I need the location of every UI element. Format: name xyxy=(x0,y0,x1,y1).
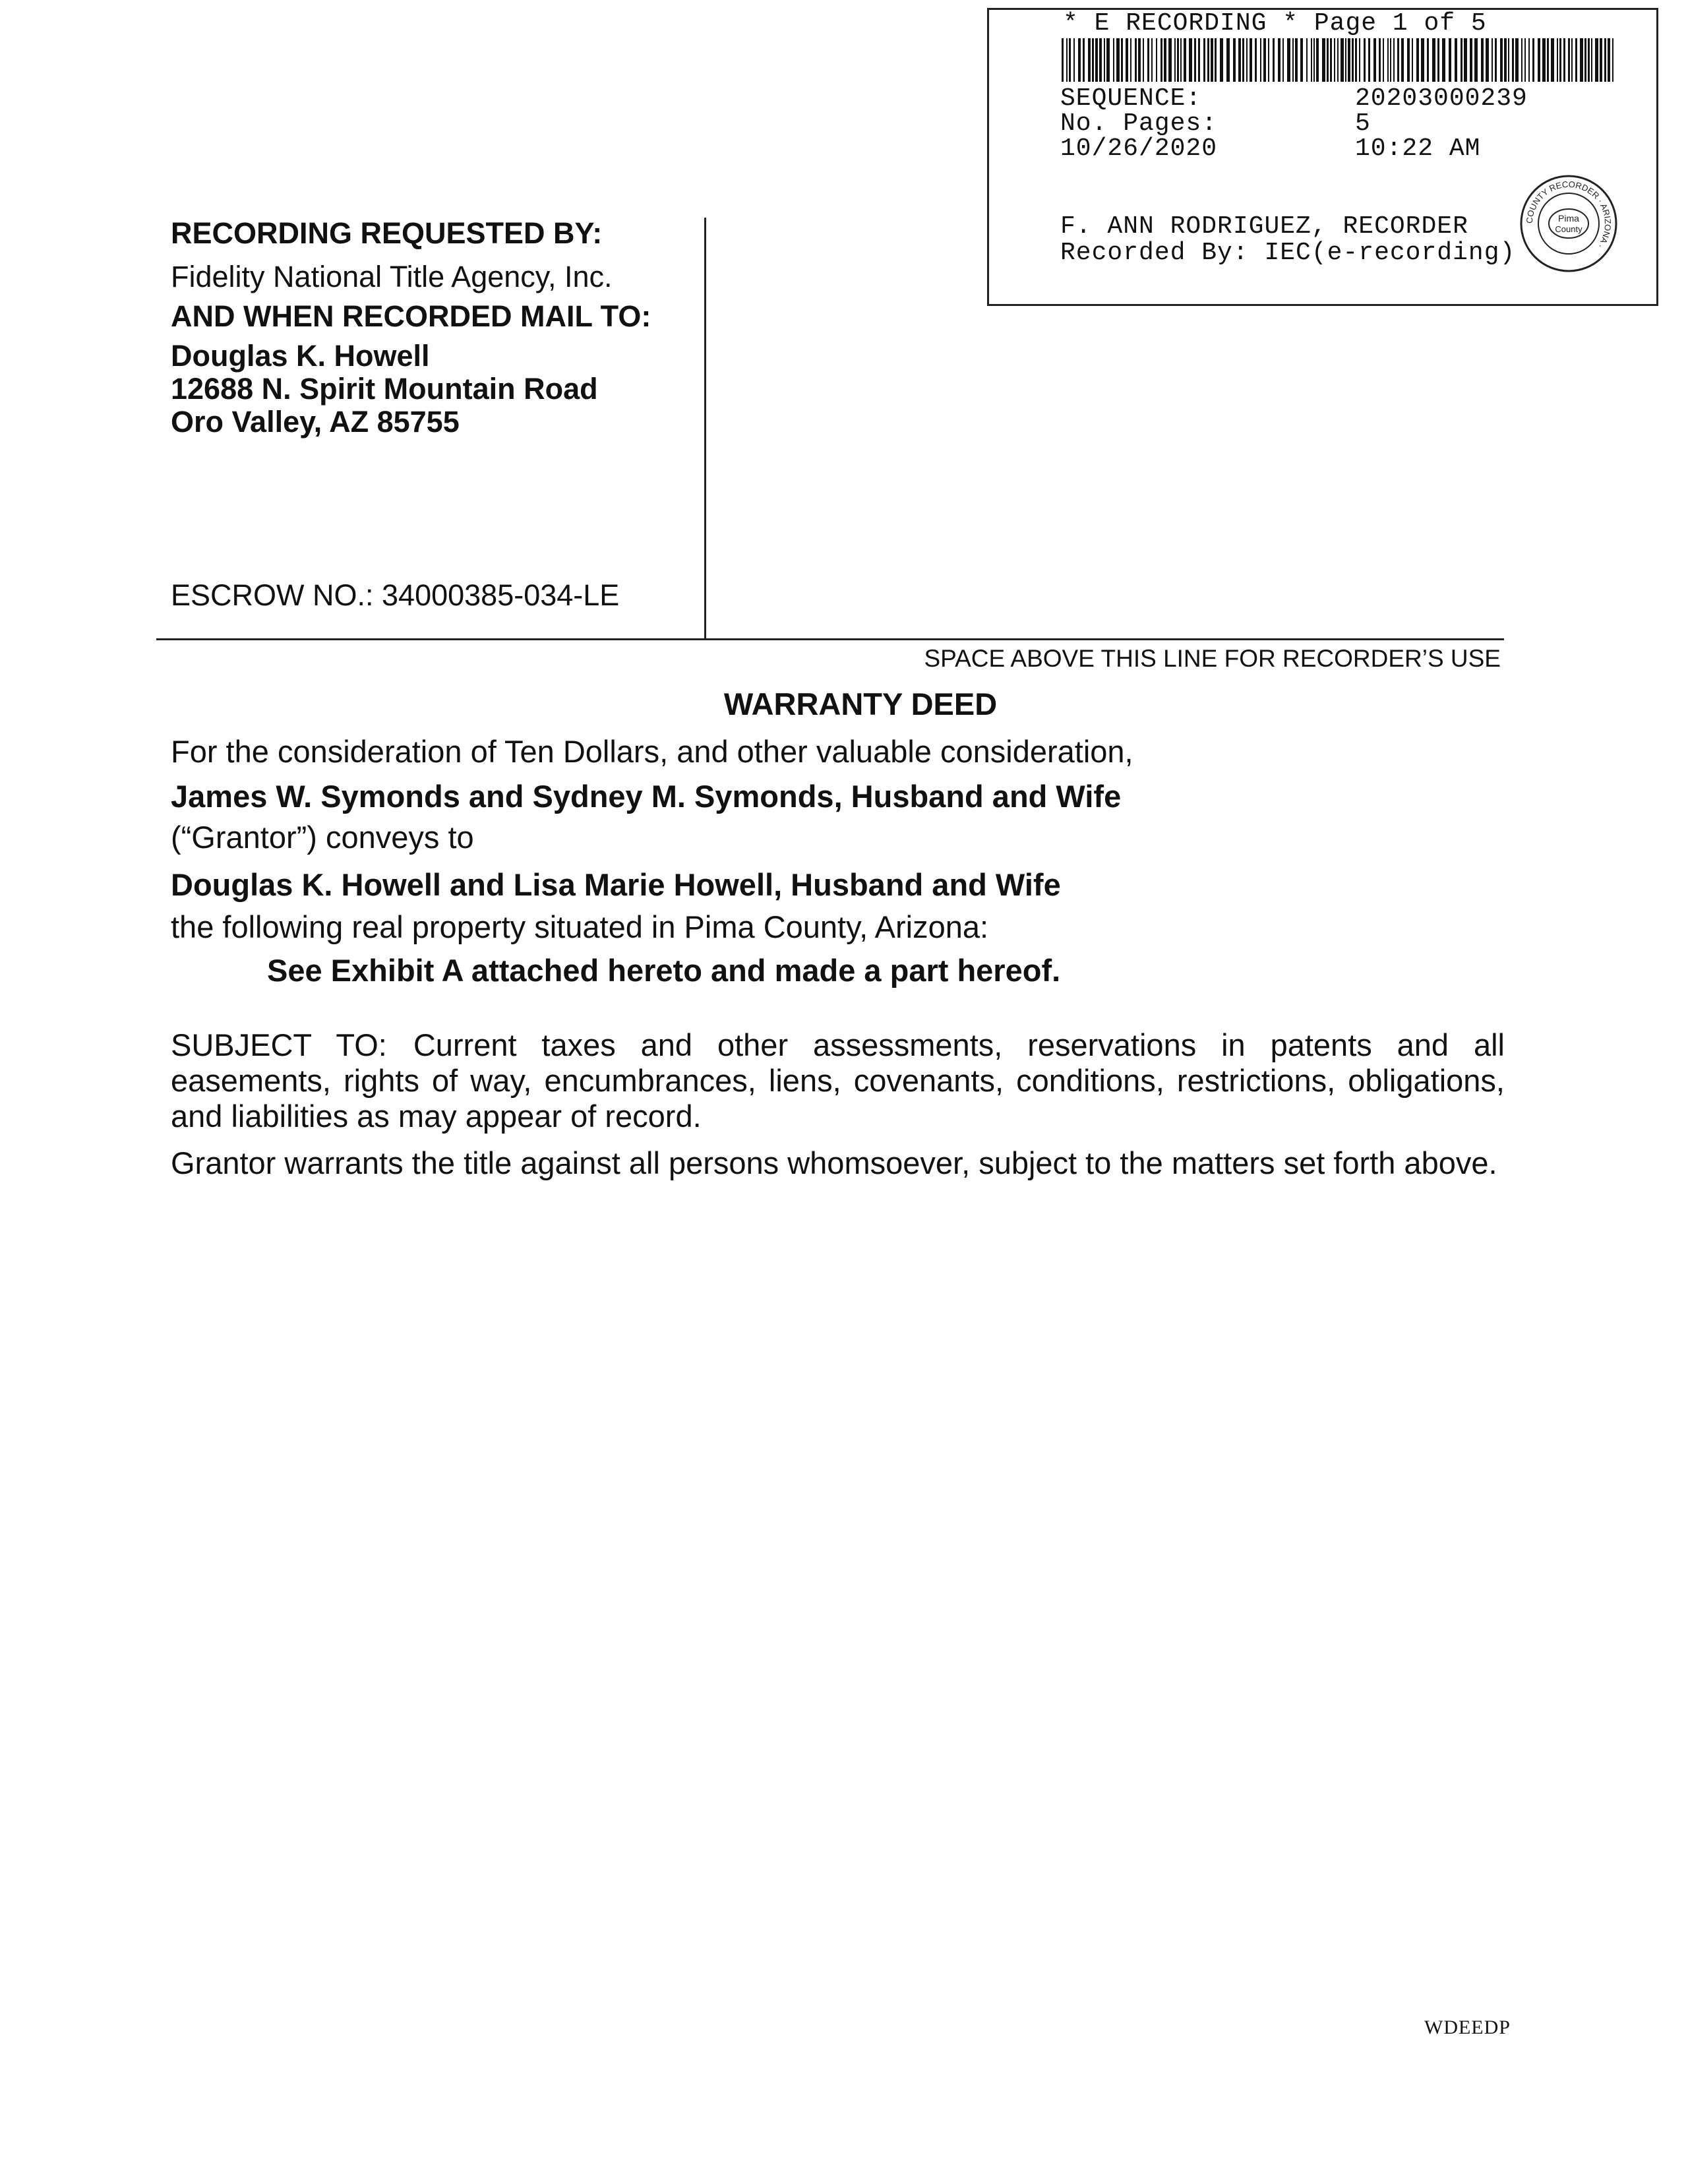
recorder-name: F. ANN RODRIGUEZ, RECORDER xyxy=(1060,212,1468,241)
svg-text:Pima: Pima xyxy=(1558,213,1579,224)
warranty-paragraph: Grantor warrants the title against all persons whomsoever, subject to the matters set forth above. xyxy=(171,1145,1497,1180)
barcode xyxy=(1062,38,1617,82)
escrow-number: ESCROW NO.: 34000385-034-LE xyxy=(171,578,620,612)
grantee-names: Douglas K. Howell and Lisa Marie Howell, Husband and Wife xyxy=(171,867,1061,902)
conveys-line: (“Grantor”) conveys to xyxy=(171,820,474,855)
subject-to-label: SUBJECT TO: xyxy=(171,1027,387,1062)
mail-to-street: 12688 N. Spirit Mountain Road xyxy=(171,372,598,406)
mail-to-name: Douglas K. Howell xyxy=(171,339,430,373)
requested-by-label: RECORDING REQUESTED BY: xyxy=(171,216,603,250)
form-code: WDEEDP xyxy=(1424,2017,1511,2038)
record-time: 10:22 AM xyxy=(1355,135,1481,163)
space-above-note: SPACE ABOVE THIS LINE FOR RECORDER’S USE xyxy=(924,645,1501,672)
recorder-use-line xyxy=(156,638,1504,640)
mail-to-label: AND WHEN RECORDED MAIL TO: xyxy=(171,299,651,333)
subject-to-text: Current taxes and other assessments, reservations in patents and all easements, rights of way, encumbrances, liens, covenants, conditions, restrictions, obligations, and liabilities as may appear of record. xyxy=(171,1027,1505,1134)
document-title: WARRANTY DEED xyxy=(723,686,998,721)
svg-text:County: County xyxy=(1555,224,1582,234)
subject-to-paragraph xyxy=(171,1027,1505,1134)
record-date: 10/26/2020 xyxy=(1060,135,1218,163)
recorded-by: Recorded By: IEC(e-recording) xyxy=(1060,239,1516,267)
svg-text:COUNTY RECORDER · ARIZONA ·: COUNTY RECORDER · ARIZONA · xyxy=(1524,179,1613,251)
exhibit-reference: See Exhibit A attached hereto and made a part hereof. xyxy=(267,953,1061,988)
vertical-divider xyxy=(704,218,706,640)
sequence-label: SEQUENCE: xyxy=(1060,84,1202,113)
property-line: the following real property situated in Pima County, Arizona: xyxy=(171,909,989,944)
consideration-line: For the consideration of Ten Dollars, and other valuable consideration, xyxy=(171,734,1133,769)
mail-to-city: Oro Valley, AZ 85755 xyxy=(171,405,460,439)
requested-by-name: Fidelity National Title Agency, Inc. xyxy=(171,260,613,293)
sequence-value: 20203000239 xyxy=(1355,84,1528,113)
pages-value: 5 xyxy=(1355,109,1371,138)
stamp-header: * E RECORDING * Page 1 of 5 xyxy=(1063,9,1487,38)
pages-label: No. Pages: xyxy=(1060,109,1218,138)
grantor-names: James W. Symonds and Sydney M. Symonds, Husband and Wife xyxy=(171,779,1122,814)
county-seal xyxy=(1518,173,1619,274)
